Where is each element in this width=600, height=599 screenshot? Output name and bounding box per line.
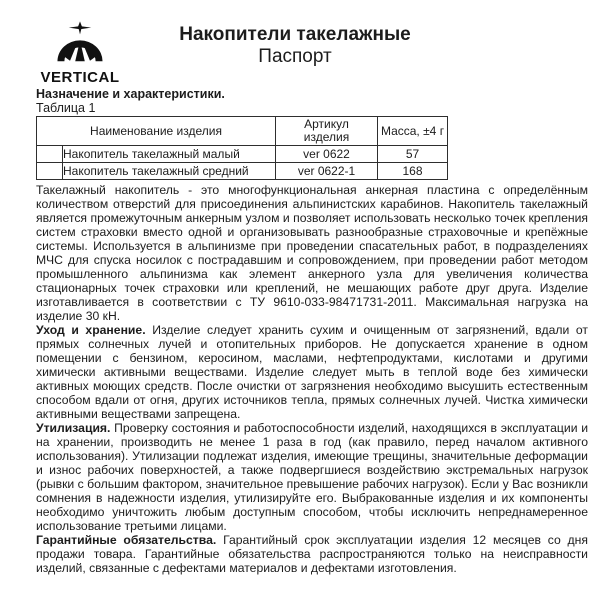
paragraph-care (36, 323, 588, 421)
mass-cell: 57 (378, 146, 448, 163)
paragraph-disposal (36, 421, 588, 533)
mass-cell: 168 (378, 163, 448, 180)
paragraph-lead: Утилизация. (36, 421, 111, 435)
col-header-article-line1: Артикул (304, 117, 349, 131)
col-header-article-line2: изделия (303, 130, 350, 144)
paragraph-text: Изделие следует хранить сухим и очищенным от загрязнений, вдали от прямых солнечных лучей и отопительных приборов. Не допускается хранение в одном помещении с бензином, керосином, маслами, нефтепродуктами, кислотами и другими химически активными веществами. Изделие следует мыть в теплой воде без химически активных моющих средств. После очистки от загрязнения необходимо высушить естественным способом вдали от огня, других источников тепла, прямых солнечных лучей. Чистка химически активными веществами запрещена. (36, 323, 588, 421)
col-header-mass: Масса, ±4 г (378, 117, 448, 146)
page-title: Накопители такелажные (179, 24, 411, 45)
product-name-cell: Накопитель такелажный средний (63, 163, 276, 180)
paragraph-text: Такелажный накопитель - это многофункциональная анкерная пластина с определённым количеством отверстий для присоединения альпинистских карабинов. Накопитель такелажный является промежуточным анкерным узлом и позволяет использовать несколько точек крепления систем страховки вместо одной и организовывать разнообразные страховочные и крепёжные системы. Используется в альпинизме при проведении спасательных работ, в подразделениях МЧС для спуска носилок с пострадавшим и сопровождением, при проведении работ методом промышленного альпинизма как элемент анкерного узла для увеличения количества стационарных точек страховки или креплений, не мешающих работе друг друга. Изделие изготавливается в соответствии с ТУ 9610-033-98471731-2011. Максимальная нагрузка на изделие 30 кН. (36, 183, 588, 323)
page-subtitle: Паспорт (258, 46, 332, 67)
table-header-row (37, 117, 448, 146)
paragraph-text: Проверку состояния и работоспособности изделий, находящихся в эксплуатации и на хранении, производить не менее 1 раза в год (как правило, перед началом активного использования). Утилизации подлежат изделия, имеющие трещины, значительные деформации и износ рабочих поверхностей, а также подвергшиеся воздействию экстремальных нагрузок (рывки с большим фактором, значительное превышение рабочих нагрузок). Если у Вас возникли сомнения в надежности изделия, утилизируйте его. Выбракованные изделия и их компоненты необходимо уничтожить любым доступным способом, чтобы исключить непреднамеренное использование третьими лицами. (36, 421, 588, 533)
paragraph-description (36, 183, 588, 323)
title-block (0, 24, 590, 68)
product-name-cell: Накопитель такелажный малый (63, 146, 276, 163)
brand-text: VERTICAL (40, 69, 120, 86)
document-body (36, 87, 588, 575)
products-table (36, 116, 448, 180)
table-row (37, 146, 448, 163)
row-index-cell (37, 146, 63, 163)
table-row (37, 163, 448, 180)
paragraph-warranty (36, 533, 588, 575)
section-heading: Назначение и характеристики. (36, 87, 225, 101)
article-cell: ver 0622 (276, 146, 378, 163)
paragraph-lead: Уход и хранение. (36, 323, 146, 337)
paragraph-text: Гарантийный срок эксплуатации изделия 12 месяцев со дня продажи товара. Гарантийные обязательства распространяются только на неисправности изделий, связанные с дефектами материалов и дефектами изготовления. (36, 533, 589, 575)
article-cell: ver 0622-1 (276, 163, 378, 180)
table-caption: Таблица 1 (36, 101, 96, 115)
col-header-product-name: Наименование изделия (37, 117, 276, 146)
document-header (0, 16, 600, 86)
paragraphs-block (36, 183, 588, 575)
row-index-cell (37, 163, 63, 180)
col-header-article (276, 117, 378, 146)
paragraph-lead: Гарантийные обязательства. (36, 533, 217, 547)
